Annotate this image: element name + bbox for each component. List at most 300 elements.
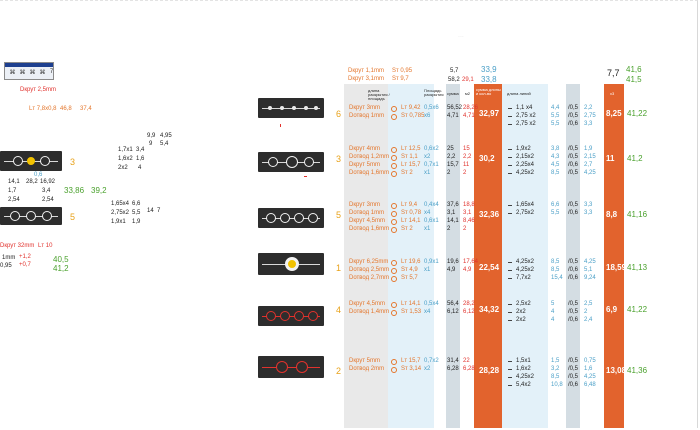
row-label: Dкрут 6,25mm	[349, 259, 389, 265]
row-final: 41,22	[627, 109, 648, 118]
row-ratio: /0,6	[568, 210, 579, 216]
row-final: 41,2	[627, 154, 643, 163]
row-area: 0,9x1	[424, 259, 439, 265]
left-o1: 46,8	[60, 106, 72, 112]
left-n7: 1,6x2	[118, 156, 133, 162]
row-sum: 2,2	[447, 154, 456, 160]
row-m2: 2	[463, 170, 467, 176]
row-label: Dкрут 3mm	[349, 105, 380, 111]
row-line: 4,25x2	[516, 259, 535, 265]
row-ratio: /0,6	[568, 121, 579, 127]
row-ratio: /0,6	[568, 267, 579, 273]
ring-icon	[391, 276, 397, 282]
row-res: 2	[584, 309, 588, 315]
ring-icon	[391, 359, 397, 365]
row-label: Dотвод 1mm	[349, 113, 385, 119]
row-line: 1,9x2	[516, 146, 531, 152]
faint-header: ...	[458, 32, 464, 39]
row-area: x1	[424, 170, 431, 176]
left-g2: 39,2	[91, 186, 107, 195]
palette-titlebar[interactable]	[5, 63, 53, 67]
row-label: Dкрут 5mm	[349, 162, 380, 168]
tool-icon-1[interactable]: ⌘	[9, 70, 16, 76]
row-ratio: /0,5	[568, 154, 579, 160]
ring-icon	[391, 147, 397, 153]
row-len: 10,8	[551, 382, 563, 388]
row-value: Sт 0,785	[401, 113, 425, 119]
left-p2: +1,2	[19, 254, 31, 260]
left-g4: 41,2	[53, 264, 69, 273]
row-res: 2,7	[584, 162, 593, 168]
row-sum: 19,6	[447, 259, 459, 265]
plate-row-4	[258, 306, 324, 326]
left-p1: 1mm	[2, 255, 16, 261]
row-len: 5,5	[551, 210, 560, 216]
tool-icon-3[interactable]: ⌘	[29, 70, 36, 76]
row-line: 2x2	[516, 309, 526, 315]
row-ratio: /0,5	[568, 301, 579, 307]
row-len: 5,5	[551, 121, 560, 127]
row-line: 2x2	[516, 317, 526, 323]
row-final: 41,16	[627, 210, 648, 219]
ring-icon	[391, 163, 397, 169]
row-m2: 17,64	[463, 259, 479, 265]
row-line: 2,15x2	[516, 154, 535, 160]
row-ratio: /0,5	[568, 309, 579, 315]
row-label: Dкрут 4,5mm	[349, 301, 385, 307]
line-dash	[508, 116, 512, 117]
ring-icon	[391, 260, 397, 266]
left-c5: 3,4	[42, 188, 51, 194]
line-dash	[508, 377, 512, 378]
row-sum: 56,4	[447, 301, 459, 307]
row-value: Sт 2	[401, 170, 413, 176]
row-ratio: /0,5	[568, 259, 579, 265]
row-area: x2	[424, 366, 431, 372]
row-total: 22,54	[479, 263, 500, 272]
left-n5: 9	[149, 141, 153, 147]
row-area: 0,6x1	[424, 218, 439, 224]
row-x3: 8,8	[606, 210, 618, 219]
row-number: 5	[336, 210, 342, 220]
left-d32: Dкрут 32mm	[0, 243, 35, 249]
row-len: 4,5	[551, 162, 560, 168]
band-grey	[344, 84, 388, 428]
row-sum: 6,28	[447, 366, 459, 372]
row-line: 4,25x2	[516, 267, 535, 273]
row-len: 4,3	[551, 154, 560, 160]
row-res: 2,75	[584, 113, 596, 119]
row-res: 0,75	[584, 358, 596, 364]
row-res: 3,3	[584, 121, 593, 127]
ring-icon	[391, 106, 397, 112]
left-n6: 5,4	[160, 141, 169, 147]
row-res: 4,25	[584, 170, 596, 176]
left-c2: 28,2	[26, 179, 38, 185]
row-m2: 6,28	[463, 366, 475, 372]
row-x3: 11	[606, 154, 615, 163]
band-blue-1	[388, 84, 434, 428]
ring-icon	[391, 219, 397, 225]
left-n4: 4,95	[160, 133, 172, 139]
row-label: Dотвод 1mm	[349, 210, 385, 216]
left-o2: 37,4	[80, 106, 92, 112]
left-plate-1	[0, 151, 62, 171]
left-c1: 14,1	[8, 179, 20, 185]
left-l10: Lт 10	[38, 243, 53, 249]
row-area: x1	[424, 267, 431, 273]
left-m5: 14	[147, 208, 154, 214]
row-line: 2,75 x2	[516, 121, 536, 127]
top-v3: 29,1	[462, 77, 474, 83]
row-area: 0,4x4	[424, 202, 439, 208]
row-sum: 3,1	[447, 210, 456, 216]
row-value: Sт 5,7	[401, 275, 418, 281]
row-value: Lт 12,5	[401, 146, 421, 152]
left-p4: +0,7	[19, 262, 31, 268]
row-res: 1,6	[584, 366, 593, 372]
line-dash	[508, 157, 512, 158]
row-label: Dотвод 2,5mm	[349, 267, 390, 273]
row-len: 5	[551, 301, 555, 307]
row-res: 4,25	[584, 259, 596, 265]
row-number: 2	[336, 366, 342, 376]
row-final: 41,22	[627, 305, 648, 314]
row-len: 3,2	[551, 366, 560, 372]
row-sum: 37,6	[447, 202, 459, 208]
row-label: Dотвод 1,2mm	[349, 154, 390, 160]
row-len: 3,8	[551, 146, 560, 152]
row-x3: 8,25	[606, 109, 622, 118]
row-m2: 11	[463, 162, 470, 168]
line-dash	[508, 124, 512, 125]
left-n10: 4	[138, 165, 142, 171]
row-len: 15,4	[551, 275, 563, 281]
row-res: 4,25	[584, 374, 596, 380]
row-6-marker	[280, 124, 281, 127]
plate-row-1	[258, 253, 324, 275]
row-area: x4	[424, 210, 431, 216]
left-c7: 2,54	[42, 197, 54, 203]
row-line: 7,7x2	[516, 275, 531, 281]
left-n9: 2x2	[118, 165, 128, 171]
top-v2: 58,2	[448, 77, 460, 83]
row-len: 8,5	[551, 259, 560, 265]
row-ratio: /0,6	[568, 275, 579, 281]
row-ratio: /0,5	[568, 202, 579, 208]
left-m8: 1,9	[132, 219, 141, 225]
row-m2: 28,26	[463, 105, 479, 111]
top-label-1: Dкрут 1,1mm	[348, 68, 384, 74]
row-len: 4	[551, 309, 555, 315]
row-ratio: /0,5	[568, 113, 579, 119]
row-sum: 25	[447, 146, 454, 152]
row-res: 3,3	[584, 210, 593, 216]
row-number: 4	[336, 305, 342, 315]
plate-row-3	[258, 152, 324, 172]
plate-row-5	[258, 208, 324, 228]
left-d25: Dкрут 2,5mm	[20, 87, 56, 93]
row-x3: 18,59	[606, 263, 627, 272]
row-number: 1	[336, 263, 342, 273]
row-len: 8,5	[551, 170, 560, 176]
row-m2: 4,9	[463, 267, 472, 273]
left-lt: Lт 7,8x0,8	[29, 106, 57, 112]
row-sum: 4,71	[447, 113, 459, 119]
ring-icon	[391, 114, 397, 120]
row-line: 2,75 x2	[516, 113, 536, 119]
row-sum: 15,7	[447, 162, 459, 168]
row-value: Sт 0,78	[401, 210, 422, 216]
row-line: 2,5x2	[516, 301, 531, 307]
row-area: x6	[424, 113, 431, 119]
row-line: 1,1 x4	[516, 105, 533, 111]
row-m2: 28,2	[463, 301, 475, 307]
top-s-1: Sт 0,95	[392, 68, 413, 74]
row-res: 2,15	[584, 154, 596, 160]
col-header-7: x3	[610, 91, 615, 96]
row-len: 1,5	[551, 358, 560, 364]
row-len: 4	[551, 317, 555, 323]
row-value: Sт 2	[401, 226, 413, 232]
tool-icon-2[interactable]: ⌘	[19, 70, 26, 76]
left-m4: 5,5	[132, 210, 141, 216]
line-dash	[508, 270, 512, 271]
band-orange-1	[474, 84, 502, 428]
row-value: Lт 19,6	[401, 259, 421, 265]
row-line: 2,75x2	[516, 210, 535, 216]
row-area: 0,7x2	[424, 358, 439, 364]
line-dash	[508, 278, 512, 279]
row-label: Dкрут 4mm	[349, 146, 380, 152]
col-header-3: сумма	[447, 91, 459, 96]
plate-row-2	[258, 356, 324, 378]
row-label: Dкрут 3mm	[349, 202, 380, 208]
row-label: Dотвод 1,6mm	[349, 170, 390, 176]
left-m7: 1,9x1	[111, 219, 126, 225]
line-dash	[508, 312, 512, 313]
top-v1: 5,7	[450, 68, 459, 74]
row-ratio: /0,6	[568, 162, 579, 168]
row-line: 4,25x2	[516, 170, 535, 176]
left-plate-2	[0, 207, 62, 225]
line-dash	[508, 205, 512, 206]
ring-icon	[391, 155, 397, 161]
row-area: x4	[424, 309, 431, 315]
row-value: Sт 1,53	[401, 309, 422, 315]
row-total: 32,36	[479, 210, 500, 219]
line-dash	[508, 304, 512, 305]
row-ratio: /0,5	[568, 146, 579, 152]
top-t1: 33,9	[481, 65, 497, 74]
row-m2: 3,1	[463, 210, 472, 216]
row-len: 5,5	[551, 113, 560, 119]
row-label: Dотвод 2mm	[349, 366, 385, 372]
row-sum: 31,4	[447, 358, 459, 364]
row-number: 3	[336, 154, 342, 164]
col-header-1: длина раскрытия / площадь	[368, 88, 390, 101]
row-number: 6	[336, 109, 342, 119]
row-m2: 6,12	[463, 309, 475, 315]
line-dash	[508, 213, 512, 214]
row-len: 8,5	[551, 267, 560, 273]
row-value: Lт 9,4	[401, 202, 418, 208]
row-value: Sт 1,1	[401, 154, 418, 160]
left-n1: 1,7x1	[118, 147, 133, 153]
row-label: Dотвод 1,6mm	[349, 226, 390, 232]
left-row-no-3: 3	[70, 157, 76, 167]
left-n8: 1,6	[136, 156, 145, 162]
row-ratio: /0,5	[568, 170, 579, 176]
row-label: Dотвод 2,7mm	[349, 275, 390, 281]
left-g1: 33,86	[64, 186, 85, 195]
row-line: 1,5x1	[516, 358, 531, 364]
row-x3: 6,9	[606, 305, 618, 314]
line-dash	[508, 165, 512, 166]
row-area: x1	[424, 226, 431, 232]
band-slate-1	[446, 84, 463, 428]
row-m2: 22	[463, 358, 470, 364]
ring-icon	[391, 211, 397, 217]
row-value: Lт 15,7	[401, 358, 421, 364]
row-m2: 8,46	[463, 218, 475, 224]
row-len: 8,5	[551, 374, 560, 380]
row-value: Lт 15,7	[401, 162, 421, 168]
row-x3: 13,08	[606, 366, 627, 375]
row-m2: 18,8	[463, 202, 475, 208]
row-label: Dкрут 5mm	[349, 358, 380, 364]
row-m2: 2	[463, 226, 467, 232]
row-value: Lт 14,1	[401, 218, 421, 224]
row-3-marker	[304, 176, 307, 177]
tool-icon-5[interactable]: 7	[49, 69, 54, 75]
line-dash	[508, 361, 512, 362]
row-m2: 15	[463, 146, 470, 152]
row-res: 2,5	[584, 301, 593, 307]
col-header-4: м2	[465, 91, 470, 96]
row-total: 34,32	[479, 305, 500, 314]
left-c4: 1,7	[8, 188, 17, 194]
row-area: 0,5x6	[424, 105, 439, 111]
row-ratio: /0,5	[568, 358, 579, 364]
tool-icon-4[interactable]: ⌘	[39, 70, 46, 76]
line-dash	[508, 173, 512, 174]
row-value: Sт 4,9	[401, 267, 418, 273]
row-res: 1,9	[584, 146, 593, 152]
row-final: 41,36	[627, 366, 648, 375]
row-area: x2	[424, 154, 431, 160]
row-final: 41,13	[627, 263, 648, 272]
ring-icon	[391, 268, 397, 274]
row-value: Sт 3,14	[401, 366, 422, 372]
row-m2: 4,71	[463, 113, 475, 119]
row-total: 32,97	[479, 109, 500, 118]
row-ratio: /0,6	[568, 382, 579, 388]
col-header-5: сумма длины и кол-во	[476, 87, 501, 96]
col-header-6: длина линий	[507, 91, 531, 96]
row-ratio: /0,6	[568, 317, 579, 323]
row-ratio: /0,5	[568, 366, 579, 372]
left-n3: 9,9	[147, 133, 156, 139]
line-dash	[508, 369, 512, 370]
row-res: 5,1	[584, 267, 593, 273]
row-ratio: /0,5	[568, 105, 579, 111]
row-area: 0,7x1	[424, 162, 439, 168]
tool-palette[interactable]	[4, 62, 54, 80]
left-m2: 6,6	[132, 201, 141, 207]
row-res: 3,3	[584, 202, 593, 208]
left-p3: 0,95	[0, 263, 12, 269]
col-header-2: Площадь раскрытия	[424, 88, 444, 97]
row-sum: 2	[447, 170, 451, 176]
row-len: 6,6	[551, 202, 560, 208]
ring-icon	[391, 227, 397, 233]
row-label: Dотвод 1,4mm	[349, 309, 390, 315]
top-g1: 41,6	[626, 65, 642, 74]
row-line: 1,6x2	[516, 366, 531, 372]
row-line: 5,4x2	[516, 382, 531, 388]
row-ratio: /0,5	[568, 374, 579, 380]
ring-icon	[391, 310, 397, 316]
top-label-2: Dкрут 3,1mm	[348, 76, 384, 82]
band-orange-2	[604, 84, 627, 428]
ring-icon	[391, 367, 397, 373]
row-line: 4,25x2	[516, 374, 535, 380]
row-line: 2,25x4	[516, 162, 535, 168]
left-m3: 2,75x2	[111, 210, 130, 216]
row-value: Lт 14,1	[401, 301, 421, 307]
left-m6: 7	[157, 208, 161, 214]
line-dash	[508, 385, 512, 386]
left-t06: 0,6	[34, 172, 43, 178]
row-res: 2,2	[584, 105, 593, 111]
row-sum: 56,52	[447, 105, 463, 111]
row-res: 6,48	[584, 382, 596, 388]
row-res: 9,24	[584, 275, 596, 281]
row-sum: 4,9	[447, 267, 456, 273]
top-s-2: Sт 9,7	[392, 76, 409, 82]
left-n2: 3,4	[136, 147, 145, 153]
ring-icon	[391, 302, 397, 308]
left-g3: 40,5	[53, 255, 69, 264]
left-row-no-5: 5	[70, 212, 76, 222]
row-m2: 2,2	[463, 154, 472, 160]
line-dash	[508, 149, 512, 150]
row-total: 28,28	[479, 366, 500, 375]
top-r1: 7,7	[607, 68, 620, 78]
row-sum: 14,1	[447, 218, 459, 224]
left-m1: 1,65x4	[111, 201, 130, 207]
ring-icon	[391, 203, 397, 209]
row-res: 2,4	[584, 317, 593, 323]
top-t2: 33,8	[481, 75, 497, 84]
top-g2: 41,5	[626, 75, 642, 84]
plate-row-6	[258, 98, 324, 118]
left-c6: 2,54	[8, 197, 20, 203]
row-label: Dкрут 4,5mm	[349, 218, 385, 224]
row-sum: 6,12	[447, 309, 459, 315]
row-area: 0,5x4	[424, 301, 439, 307]
row-total: 30,2	[479, 154, 495, 163]
line-dash	[508, 262, 512, 263]
line-dash	[508, 108, 512, 109]
ring-icon	[391, 171, 397, 177]
row-value: Lт 9,42	[401, 105, 421, 111]
left-c3: 16,92	[40, 179, 56, 185]
line-dash	[508, 320, 512, 321]
row-sum: 2	[447, 226, 451, 232]
row-line: 1,65x4	[516, 202, 535, 208]
